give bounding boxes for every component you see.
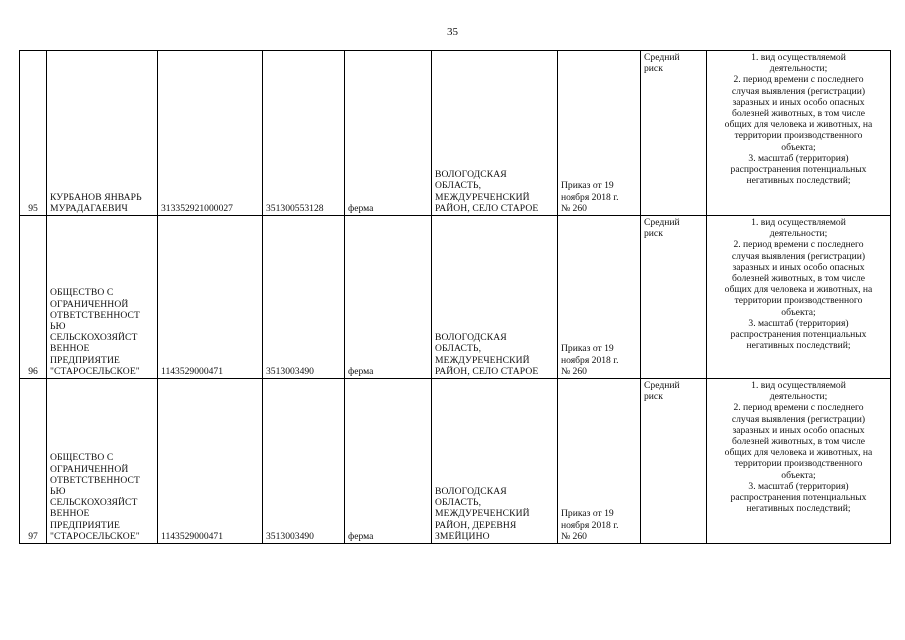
risk-cell: Средний риск — [641, 379, 707, 544]
criteria-cell: 1. вид осуществляемой деятельности; 2. период времени с последнего случая выявления (регистрации) заразных и иных особо опасных болезней животных, в том числе общих для человека и животных, на территории производственного объекта; 3. масштаб (территория) распространения потенциальных негативных последствий; — [707, 216, 891, 379]
order-cell: Приказ от 19 ноября 2018 г. № 260 — [558, 379, 641, 544]
table-row — [20, 216, 891, 379]
table-row — [20, 379, 891, 544]
inn-cell: 3513003490 — [263, 379, 345, 544]
address-cell: ВОЛОГОДСКАЯ ОБЛАСТЬ, МЕЖДУРЕЧЕНСКИЙ РАЙОН, СЕЛО СТАРОЕ — [432, 51, 558, 216]
table-row — [20, 51, 891, 216]
address-cell: ВОЛОГОДСКАЯ ОБЛАСТЬ, МЕЖДУРЕЧЕНСКИЙ РАЙОН, СЕЛО СТАРОЕ — [432, 216, 558, 379]
risk-cell: Средний риск — [641, 51, 707, 216]
registry-table — [19, 50, 891, 544]
row-index: 96 — [20, 216, 47, 379]
entity-name: ОБЩЕСТВО С ОГРАНИЧЕННОЙ ОТВЕТСТВЕННОСТ ЬЮ СЕЛЬСКОХОЗЯЙСТ ВЕННОЕ ПРЕДПРИЯТИЕ "СТАРОСЕЛЬСКОЕ" — [47, 216, 158, 379]
entity-name: КУРБАНОВ ЯНВАРЬ МУРАДАГАЕВИЧ — [47, 51, 158, 216]
object-type-cell: ферма — [345, 216, 432, 379]
order-cell: Приказ от 19 ноября 2018 г. № 260 — [558, 216, 641, 379]
inn-cell: 351300553128 — [263, 51, 345, 216]
row-index: 95 — [20, 51, 47, 216]
object-type-cell: ферма — [345, 51, 432, 216]
address-cell: ВОЛОГОДСКАЯ ОБЛАСТЬ, МЕЖДУРЕЧЕНСКИЙ РАЙОН, ДЕРЕВНЯ ЗМЕЙЦИНО — [432, 379, 558, 544]
ogrn-cell: 1143529000471 — [158, 216, 263, 379]
inn-cell: 3513003490 — [263, 216, 345, 379]
ogrn-cell: 313352921000027 — [158, 51, 263, 216]
ogrn-cell: 1143529000471 — [158, 379, 263, 544]
row-index: 97 — [20, 379, 47, 544]
criteria-cell: 1. вид осуществляемой деятельности; 2. период времени с последнего случая выявления (регистрации) заразных и иных особо опасных болезней животных, в том числе общих для человека и животных, на территории производственного объекта; 3. масштаб (территория) распространения потенциальных негативных последствий; — [707, 51, 891, 216]
risk-cell: Средний риск — [641, 216, 707, 379]
object-type-cell: ферма — [345, 379, 432, 544]
order-cell: Приказ от 19 ноября 2018 г. № 260 — [558, 51, 641, 216]
entity-name: ОБЩЕСТВО С ОГРАНИЧЕННОЙ ОТВЕТСТВЕННОСТ ЬЮ СЕЛЬСКОХОЗЯЙСТ ВЕННОЕ ПРЕДПРИЯТИЕ "СТАРОСЕЛЬСКОЕ" — [47, 379, 158, 544]
criteria-cell: 1. вид осуществляемой деятельности; 2. период времени с последнего случая выявления (регистрации) заразных и иных особо опасных болезней животных, в том числе общих для человека и животных, на территории производственного объекта; 3. масштаб (территория) распространения потенциальных негативных последствий; — [707, 379, 891, 544]
page-number: 35 — [447, 26, 458, 38]
